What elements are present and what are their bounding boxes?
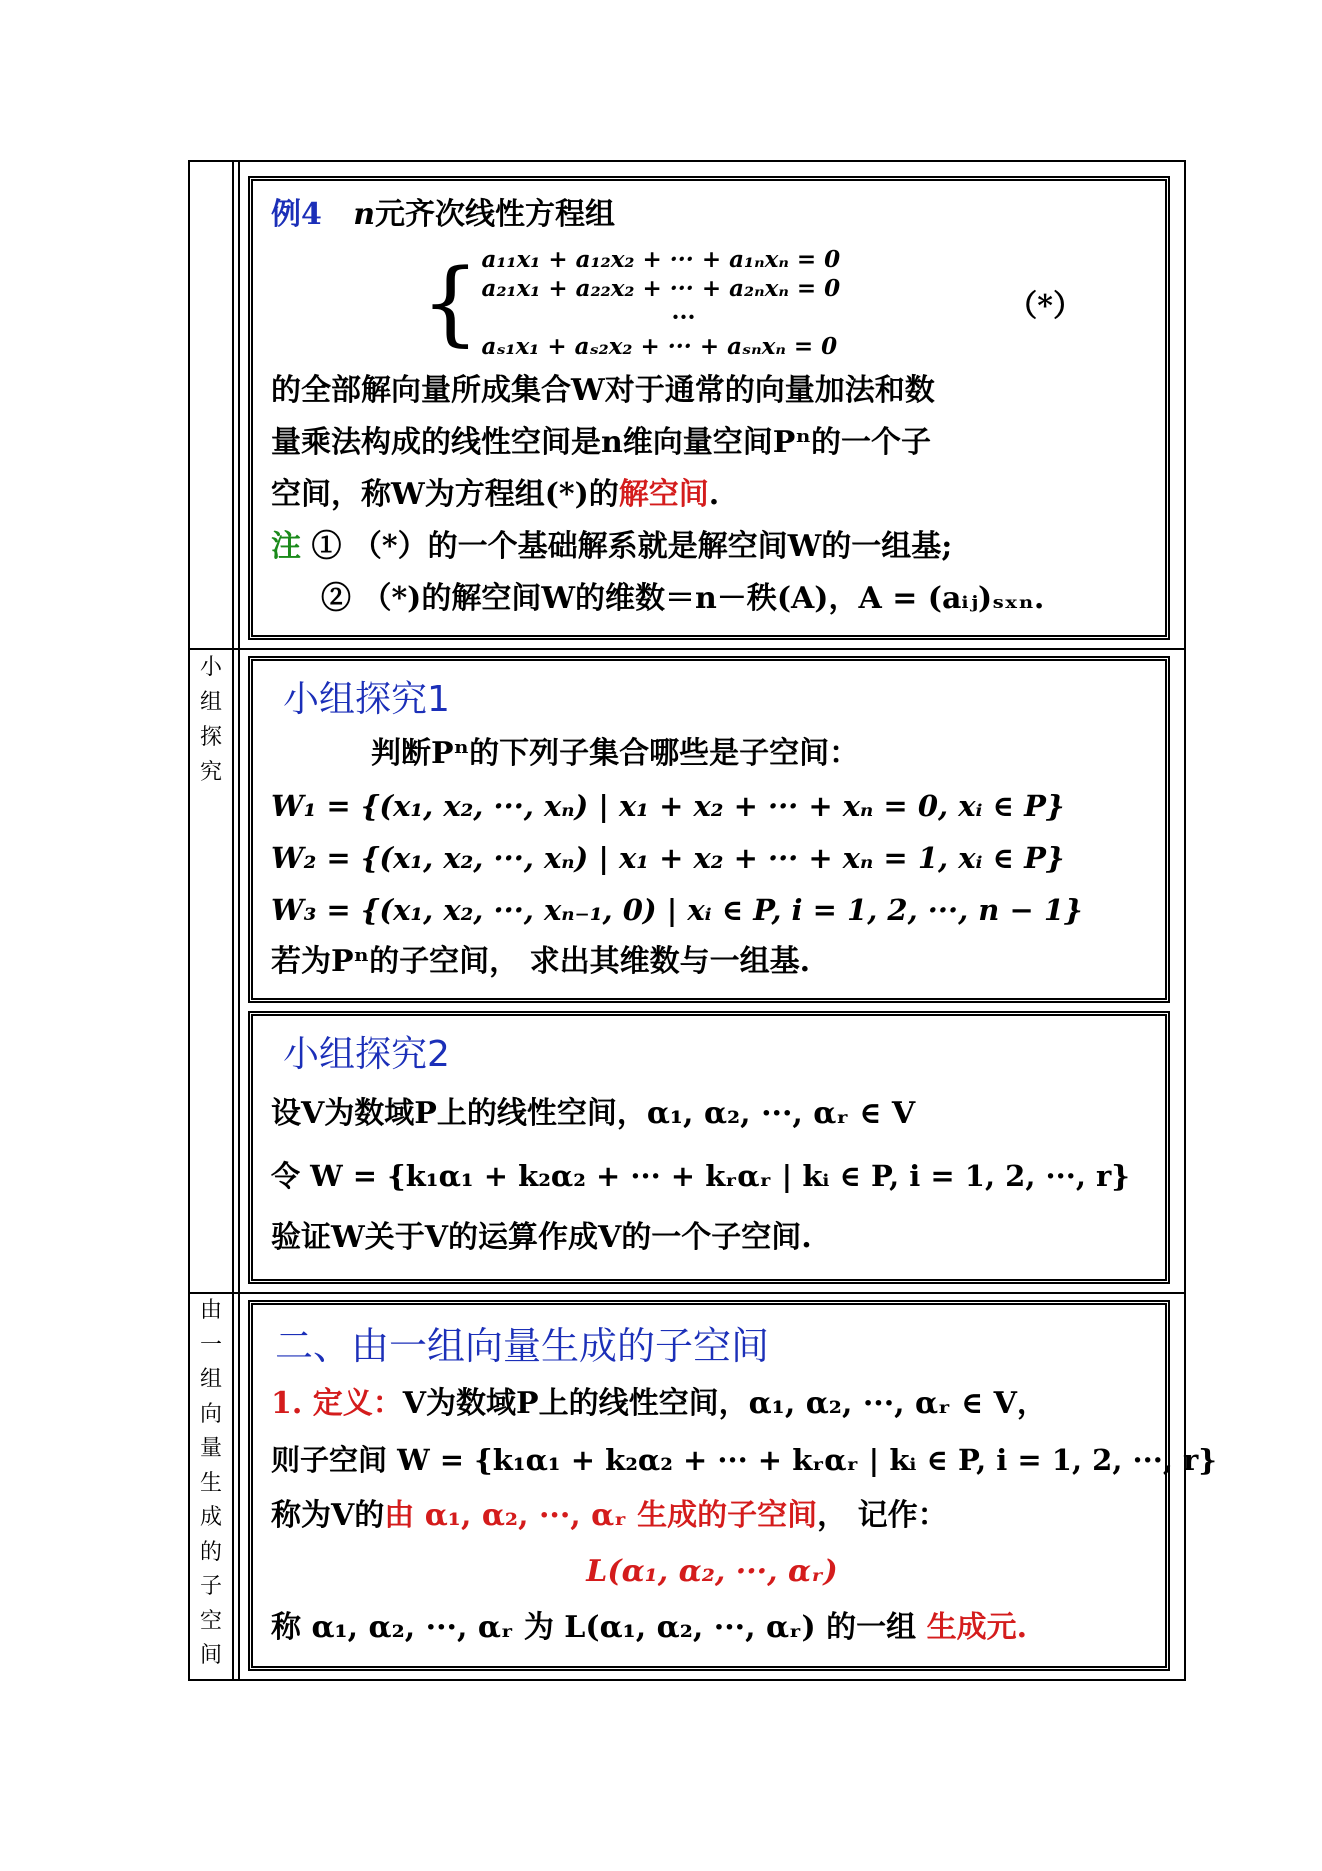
group1-title: 小组探究1 bbox=[283, 679, 450, 720]
group1-w3: W₃ = {(x₁, x₂, ···, xₙ₋₁, 0) | xᵢ ∈ P, i = 1, 2, ···, n − 1} bbox=[271, 893, 1083, 927]
side-cell-group bbox=[189, 649, 233, 1293]
row-group-inquiry bbox=[189, 649, 1185, 1293]
equation-1: a₁₁x₁ + a₁₂x₂ + ··· + a₁ₙxₙ = 0 bbox=[481, 246, 841, 273]
lesson-table bbox=[188, 160, 1217, 1681]
group2-line-1: 设V为数域P上的线性空间，α₁, α₂, ···, αᵣ ∈ V bbox=[271, 1096, 916, 1131]
spanned-subspace-term: 由 α₁, α₂, ···, αᵣ 生成的子空间 bbox=[384, 1498, 818, 1533]
group1-slide bbox=[248, 656, 1170, 1003]
example4-number: 例4 bbox=[271, 197, 322, 232]
example4-para-3: 空间，称W为方程组(*)的解空间. bbox=[271, 477, 720, 512]
left-brace: { bbox=[421, 249, 480, 356]
group1-w1: W₁ = {(x₁, x₂, ···, xₙ) | x₁ + x₂ + ··· + xₙ = 0, xᵢ ∈ P} bbox=[271, 789, 1065, 823]
span-title: 二、由一组向量生成的子空间 bbox=[275, 1324, 770, 1368]
note-1: 注 ① （*）的一个基础解系就是解空间W的一组基; bbox=[271, 529, 953, 564]
span-notation: L(α₁, α₂, ···, αᵣ) bbox=[586, 1554, 838, 1589]
example4-para-1: 的全部解向量所成集合W对于通常的向量加法和数 bbox=[271, 373, 935, 408]
equation-s: aₛ₁x₁ + aₛ₂x₂ + ··· + aₛₙxₙ = 0 bbox=[481, 333, 838, 360]
side-cell-subspace bbox=[189, 1293, 233, 1680]
document-sheet bbox=[188, 160, 1217, 1681]
side-label-group: 小 组 探 究 bbox=[199, 655, 222, 785]
solution-space-term: 解空间 bbox=[618, 477, 709, 512]
group2-slide bbox=[248, 1011, 1170, 1284]
span-definition: 1. 定义：V为数域P上的线性空间，α₁, α₂, ···, αᵣ ∈ V， bbox=[271, 1386, 1047, 1421]
group1-conclusion: 若为Pⁿ的子空间， 求出其维数与一组基. bbox=[271, 944, 811, 979]
definition-label: 1. 定义： bbox=[271, 1386, 403, 1421]
example4-heading: 例4 n元齐次线性方程组 bbox=[271, 197, 616, 232]
span-slide bbox=[248, 1300, 1217, 1671]
side-cell-empty bbox=[189, 161, 233, 649]
note-label: 注 bbox=[271, 529, 301, 564]
side-label-subspace: 由 一 组 向 量 生 成 的 子 空 间 bbox=[199, 1298, 222, 1668]
span-set: 则子空间 W = {k₁α₁ + k₂α₂ + ··· + kᵣαᵣ | kᵢ ∈ P, i = 1, 2, ···, r} bbox=[271, 1443, 1217, 1477]
equation-system bbox=[421, 245, 1153, 361]
row-example4 bbox=[189, 161, 1185, 649]
group1-w2: W₂ = {(x₁, x₂, ···, xₙ) | x₁ + x₂ + ··· + xₙ = 1, xᵢ ∈ P} bbox=[271, 841, 1065, 875]
note-2: ② （*)的解空间W的维数＝n－秩(A)，A = (aᵢⱼ)ₛₓₙ. bbox=[321, 581, 1045, 616]
group2-line-2: 令 W = {k₁α₁ + k₂α₂ + ··· + kᵣαᵣ | kᵢ ∈ P, i = 1, 2, ···, r} bbox=[271, 1159, 1130, 1193]
span-called: 称为V的由 α₁, α₂, ···, αᵣ 生成的子空间， 记作： bbox=[271, 1498, 948, 1533]
group2-title: 小组探究2 bbox=[283, 1034, 450, 1075]
group2-line-3: 验证W关于V的运算作成V的一个子空间. bbox=[271, 1220, 812, 1255]
example4-para-2: 量乘法构成的线性空间是n维向量空间Pⁿ的一个子 bbox=[271, 425, 931, 460]
row-spanned-subspace bbox=[189, 1293, 1185, 1680]
generators-term: 生成元. bbox=[926, 1610, 1028, 1645]
equation-2: a₂₁x₁ + a₂₂x₂ + ··· + a₂ₙxₙ = 0 bbox=[481, 275, 841, 302]
example4-slide bbox=[248, 176, 1170, 640]
group1-question: 判断Pⁿ的下列子集合哪些是子空间： bbox=[371, 736, 860, 771]
span-generators: 称 α₁, α₂, ···, αᵣ 为 L(α₁, α₂, ···, αᵣ) 的一组 生成元. bbox=[271, 1610, 1028, 1645]
equation-dots: ··· bbox=[671, 304, 696, 331]
equation-tag: （*） bbox=[1007, 289, 1083, 324]
